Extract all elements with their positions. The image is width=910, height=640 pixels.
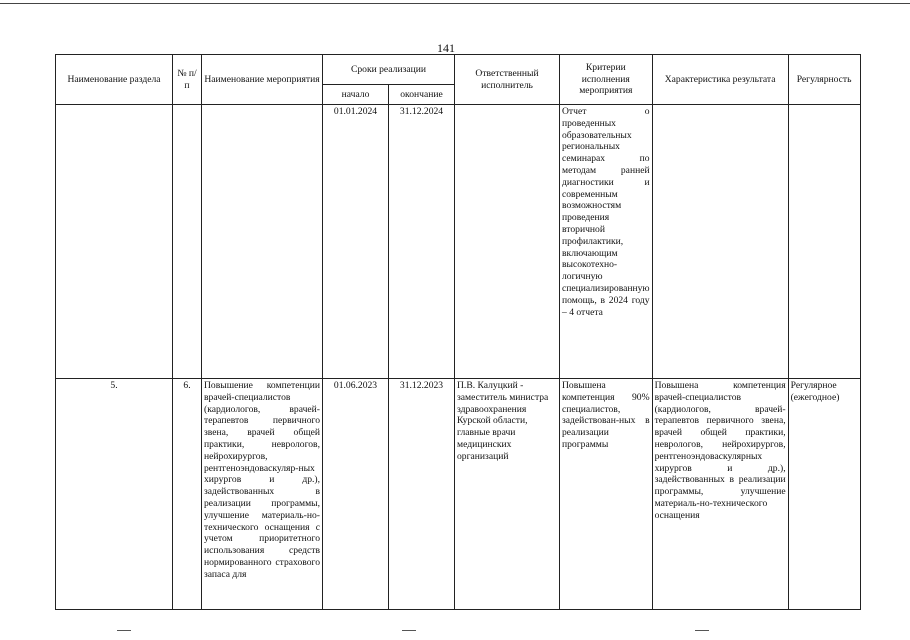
scan-mark bbox=[402, 630, 416, 631]
table-row bbox=[56, 379, 861, 610]
header-num: № п/п bbox=[173, 55, 202, 105]
events-table bbox=[55, 54, 861, 610]
cell-num bbox=[173, 105, 202, 379]
top-border-line bbox=[0, 3, 910, 4]
cell-end: 31.12.2024 bbox=[389, 105, 455, 379]
table-row bbox=[56, 105, 861, 379]
header-regularity: Регулярность bbox=[788, 55, 860, 105]
cell-end: 31.12.2023 bbox=[389, 379, 455, 610]
cell-start: 01.06.2023 bbox=[323, 379, 389, 610]
table-header-row bbox=[56, 55, 861, 85]
header-section: Наименование раздела bbox=[56, 55, 173, 105]
cell-section: 5. bbox=[56, 379, 173, 610]
page-number: 141 bbox=[437, 41, 455, 55]
header-responsible: Ответственный исполнитель bbox=[455, 55, 560, 105]
scan-mark bbox=[117, 630, 131, 631]
cell-regularity bbox=[788, 105, 860, 379]
cell-event bbox=[202, 105, 323, 379]
cell-result bbox=[652, 105, 788, 379]
cell-criteria: Отчет о проведенных образовательных региональных семинарах по методам ранней диагностики и современным возможностям проведения вторичной профилактики, включающим высокотехно-логичную специализированную помощь, в 2024 году – 4 отчета bbox=[560, 105, 653, 379]
cell-result: Повышена компетенция врачей-специалистов (кардиологов, врачей-терапевтов первичного звена, врачей общей практики, неврологов, нейрохирургов, рентгеноэндоваскулярных хирургов и др.), задействованных в реализации программы, улучшение материаль-но-технического оснащения bbox=[652, 379, 788, 610]
header-result: Характеристика результата bbox=[652, 55, 788, 105]
header-event: Наименование мероприятия bbox=[202, 55, 323, 105]
cell-start: 01.01.2024 bbox=[323, 105, 389, 379]
cell-criteria: Повышена компетенция 90% специалистов, задействован-ных в реализации программы bbox=[560, 379, 653, 610]
cell-regularity: Регулярное (ежегодное) bbox=[788, 379, 860, 610]
cell-responsible bbox=[455, 105, 560, 379]
header-end: окончание bbox=[389, 85, 455, 105]
header-criteria: Критерии исполнения мероприятия bbox=[560, 55, 653, 105]
cell-event: Повышение компетенции врачей-специалистов (кардиологов, врачей-терапевтов первичного звена, врачей общей практики, неврологов, нейрохирургов, рентгеноэндоваскуляр-ных хирургов и др.), задействованных в реализации программы, улучшение материаль-но-технического оснащения с учетом приоритетного использования средств нормированного страхового запаса для bbox=[202, 379, 323, 610]
scan-mark bbox=[695, 630, 709, 631]
cell-num: 6. bbox=[173, 379, 202, 610]
cell-section bbox=[56, 105, 173, 379]
cell-responsible: П.В. Калуцкий - заместитель министра здравоохранения Курской области, главные врачи медицинских организаций bbox=[455, 379, 560, 610]
header-terms: Сроки реализации bbox=[323, 55, 455, 85]
header-start: начало bbox=[323, 85, 389, 105]
